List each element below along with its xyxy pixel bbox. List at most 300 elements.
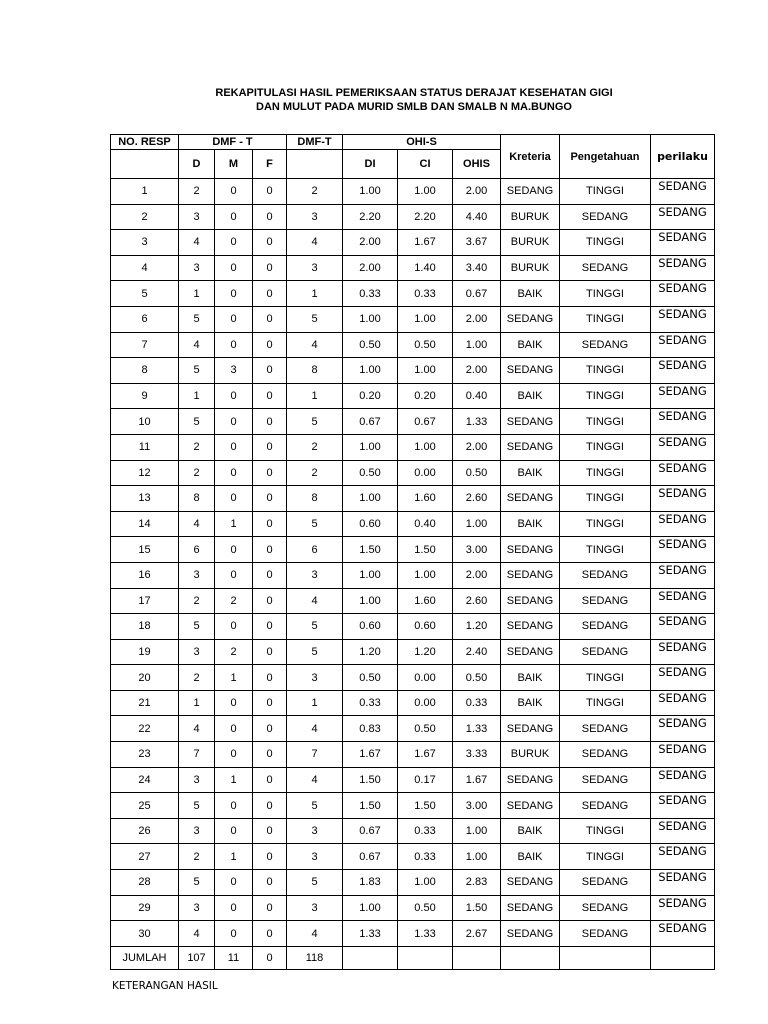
cell-ohis: 1.33 xyxy=(453,716,501,742)
cell-di: 0.20 xyxy=(343,383,398,409)
cell-ci: 0.33 xyxy=(398,844,453,870)
cell-di: 1.00 xyxy=(343,895,398,921)
cell-d: 3 xyxy=(179,767,215,793)
cell-no-resp: 25 xyxy=(111,793,179,819)
cell-m: 0 xyxy=(215,562,253,588)
cell-d: 7 xyxy=(179,742,215,768)
cell-kreteria: SEDANG xyxy=(501,716,560,742)
cell-kreteria: BAIK xyxy=(501,383,560,409)
cell-dmf-t: 3 xyxy=(287,665,343,691)
cell-m: 1 xyxy=(215,511,253,537)
cell-d: 4 xyxy=(179,230,215,256)
cell-di: 1.50 xyxy=(343,537,398,563)
cell-no-resp: 14 xyxy=(111,511,179,537)
cell-f: 0 xyxy=(253,230,287,256)
cell-no-resp: 12 xyxy=(111,460,179,486)
cell-m: 0 xyxy=(215,921,253,947)
cell-pengetahuan: TINGGI xyxy=(560,818,651,844)
table-row xyxy=(111,204,715,230)
cell-perilaku: SEDANG xyxy=(651,690,715,716)
cell-ohis: 3.00 xyxy=(453,537,501,563)
cell-kreteria: BAIK xyxy=(501,460,560,486)
cell-di: 0.67 xyxy=(343,818,398,844)
cell-f: 0 xyxy=(253,818,287,844)
table-row xyxy=(111,537,715,563)
cell-d: 3 xyxy=(179,562,215,588)
cell-no-resp: 29 xyxy=(111,895,179,921)
cell-m: 3 xyxy=(215,358,253,384)
cell-pengetahuan: TINGGI xyxy=(560,383,651,409)
total-pengetahuan xyxy=(560,946,651,969)
cell-pengetahuan: SEDANG xyxy=(560,870,651,896)
cell-dmf-t: 3 xyxy=(287,562,343,588)
cell-pengetahuan: SEDANG xyxy=(560,895,651,921)
cell-m: 0 xyxy=(215,332,253,358)
cell-kreteria: BURUK xyxy=(501,204,560,230)
table-row xyxy=(111,690,715,716)
cell-ohis: 3.67 xyxy=(453,230,501,256)
cell-ohis: 0.50 xyxy=(453,665,501,691)
cell-ohis: 0.50 xyxy=(453,460,501,486)
cell-ohis: 1.00 xyxy=(453,511,501,537)
cell-no-resp: 6 xyxy=(111,306,179,332)
cell-d: 5 xyxy=(179,358,215,384)
cell-ci: 1.67 xyxy=(398,230,453,256)
cell-perilaku: SEDANG xyxy=(651,537,715,563)
cell-dmf-t: 4 xyxy=(287,716,343,742)
cell-di: 1.00 xyxy=(343,306,398,332)
cell-perilaku: SEDANG xyxy=(651,179,715,205)
cell-m: 0 xyxy=(215,255,253,281)
cell-ohis: 2.67 xyxy=(453,921,501,947)
cell-dmf-t: 4 xyxy=(287,767,343,793)
cell-pengetahuan: TINGGI xyxy=(560,230,651,256)
cell-dmf-t: 5 xyxy=(287,870,343,896)
cell-ci: 0.50 xyxy=(398,716,453,742)
cell-pengetahuan: SEDANG xyxy=(560,588,651,614)
document-title xyxy=(0,86,768,114)
cell-m: 0 xyxy=(215,537,253,563)
cell-f: 0 xyxy=(253,588,287,614)
cell-pengetahuan: TINGGI xyxy=(560,409,651,435)
cell-ohis: 3.00 xyxy=(453,793,501,819)
cell-dmf-t: 3 xyxy=(287,895,343,921)
cell-m: 0 xyxy=(215,383,253,409)
cell-ohis: 0.33 xyxy=(453,690,501,716)
cell-no-resp: 30 xyxy=(111,921,179,947)
total-row xyxy=(111,946,715,969)
cell-m: 0 xyxy=(215,204,253,230)
cell-ci: 1.20 xyxy=(398,639,453,665)
cell-pengetahuan: TINGGI xyxy=(560,358,651,384)
table-row xyxy=(111,409,715,435)
cell-dmf-t: 2 xyxy=(287,434,343,460)
cell-ci: 1.00 xyxy=(398,306,453,332)
cell-m: 2 xyxy=(215,639,253,665)
cell-kreteria: BAIK xyxy=(501,818,560,844)
cell-no-resp: 17 xyxy=(111,588,179,614)
cell-pengetahuan: TINGGI xyxy=(560,434,651,460)
cell-no-resp: 23 xyxy=(111,742,179,768)
cell-ohis: 0.67 xyxy=(453,281,501,307)
cell-dmf-t: 3 xyxy=(287,204,343,230)
cell-m: 0 xyxy=(215,486,253,512)
cell-f: 0 xyxy=(253,793,287,819)
cell-f: 0 xyxy=(253,383,287,409)
cell-no-resp: 20 xyxy=(111,665,179,691)
cell-perilaku: SEDANG xyxy=(651,793,715,819)
cell-no-resp: 1 xyxy=(111,179,179,205)
cell-pengetahuan: TINGGI xyxy=(560,179,651,205)
cell-di: 1.00 xyxy=(343,358,398,384)
cell-perilaku: SEDANG xyxy=(651,818,715,844)
cell-dmf-t: 1 xyxy=(287,281,343,307)
cell-pengetahuan: SEDANG xyxy=(560,332,651,358)
header-perilaku: perilaku xyxy=(651,135,715,179)
cell-kreteria: BAIK xyxy=(501,332,560,358)
cell-dmf-t: 5 xyxy=(287,306,343,332)
header-dmf-t-group: DMF - T xyxy=(179,135,287,150)
cell-di: 1.83 xyxy=(343,870,398,896)
cell-m: 0 xyxy=(215,690,253,716)
cell-ci: 1.60 xyxy=(398,588,453,614)
table-row xyxy=(111,281,715,307)
cell-f: 0 xyxy=(253,665,287,691)
cell-pengetahuan: SEDANG xyxy=(560,562,651,588)
cell-no-resp: 13 xyxy=(111,486,179,512)
cell-f: 0 xyxy=(253,921,287,947)
cell-perilaku: SEDANG xyxy=(651,255,715,281)
cell-m: 0 xyxy=(215,742,253,768)
cell-ci: 1.00 xyxy=(398,434,453,460)
cell-perilaku: SEDANG xyxy=(651,383,715,409)
header-ci: CI xyxy=(398,150,453,179)
cell-ci: 1.00 xyxy=(398,562,453,588)
cell-d: 2 xyxy=(179,588,215,614)
cell-di: 1.20 xyxy=(343,639,398,665)
cell-kreteria: SEDANG xyxy=(501,306,560,332)
cell-perilaku: SEDANG xyxy=(651,716,715,742)
cell-f: 0 xyxy=(253,434,287,460)
table-row xyxy=(111,179,715,205)
table-row xyxy=(111,716,715,742)
cell-di: 1.00 xyxy=(343,434,398,460)
cell-f: 0 xyxy=(253,255,287,281)
cell-m: 1 xyxy=(215,844,253,870)
cell-ohis: 1.00 xyxy=(453,818,501,844)
cell-kreteria: BAIK xyxy=(501,511,560,537)
table-row xyxy=(111,562,715,588)
cell-di: 2.20 xyxy=(343,204,398,230)
total-f: 0 xyxy=(253,946,287,969)
cell-perilaku: SEDANG xyxy=(651,281,715,307)
cell-perilaku: SEDANG xyxy=(651,434,715,460)
table-row xyxy=(111,665,715,691)
table-row xyxy=(111,870,715,896)
cell-di: 1.67 xyxy=(343,742,398,768)
cell-di: 1.33 xyxy=(343,921,398,947)
cell-d: 2 xyxy=(179,844,215,870)
cell-ci: 0.00 xyxy=(398,665,453,691)
cell-dmf-t: 4 xyxy=(287,921,343,947)
cell-ci: 0.67 xyxy=(398,409,453,435)
cell-f: 0 xyxy=(253,844,287,870)
cell-m: 0 xyxy=(215,230,253,256)
cell-d: 4 xyxy=(179,716,215,742)
cell-di: 0.60 xyxy=(343,614,398,640)
cell-pengetahuan: TINGGI xyxy=(560,537,651,563)
cell-di: 1.50 xyxy=(343,793,398,819)
cell-m: 0 xyxy=(215,460,253,486)
cell-kreteria: SEDANG xyxy=(501,639,560,665)
cell-kreteria: BURUK xyxy=(501,742,560,768)
cell-ohis: 1.20 xyxy=(453,614,501,640)
header-ohis: OHIS xyxy=(453,150,501,179)
cell-d: 1 xyxy=(179,281,215,307)
cell-m: 0 xyxy=(215,818,253,844)
cell-no-resp: 4 xyxy=(111,255,179,281)
cell-d: 4 xyxy=(179,511,215,537)
header-ohi-s: OHI-S xyxy=(343,135,501,150)
total-kreteria xyxy=(501,946,560,969)
cell-d: 5 xyxy=(179,614,215,640)
cell-m: 0 xyxy=(215,179,253,205)
cell-no-resp: 5 xyxy=(111,281,179,307)
cell-di: 0.83 xyxy=(343,716,398,742)
cell-ohis: 2.83 xyxy=(453,870,501,896)
cell-d: 4 xyxy=(179,332,215,358)
title-line-1: REKAPITULASI HASIL PEMERIKSAAN STATUS DERAJAT KESEHATAN GIGI xyxy=(215,87,613,99)
cell-pengetahuan: TINGGI xyxy=(560,844,651,870)
cell-pengetahuan: SEDANG xyxy=(560,742,651,768)
table-header xyxy=(111,135,715,179)
cell-f: 0 xyxy=(253,511,287,537)
table-row xyxy=(111,818,715,844)
cell-no-resp: 18 xyxy=(111,614,179,640)
cell-no-resp: 19 xyxy=(111,639,179,665)
total-no-resp: JUMLAH xyxy=(111,946,179,969)
cell-kreteria: BAIK xyxy=(501,690,560,716)
cell-pengetahuan: SEDANG xyxy=(560,793,651,819)
cell-kreteria: SEDANG xyxy=(501,409,560,435)
title-line-2: DAN MULUT PADA MURID SMLB DAN SMALB N MA.BUNGO xyxy=(256,101,572,113)
cell-perilaku: SEDANG xyxy=(651,230,715,256)
table-row xyxy=(111,332,715,358)
cell-ci: 1.33 xyxy=(398,921,453,947)
cell-d: 3 xyxy=(179,895,215,921)
cell-d: 2 xyxy=(179,179,215,205)
cell-di: 0.50 xyxy=(343,665,398,691)
table-row xyxy=(111,844,715,870)
cell-ci: 0.33 xyxy=(398,818,453,844)
cell-f: 0 xyxy=(253,690,287,716)
cell-perilaku: SEDANG xyxy=(651,358,715,384)
cell-d: 6 xyxy=(179,537,215,563)
table-body xyxy=(111,179,715,970)
cell-no-resp: 15 xyxy=(111,537,179,563)
header-no-resp-spacer xyxy=(111,150,179,179)
cell-perilaku: SEDANG xyxy=(651,844,715,870)
cell-m: 0 xyxy=(215,409,253,435)
cell-dmf-t: 5 xyxy=(287,511,343,537)
cell-pengetahuan: SEDANG xyxy=(560,639,651,665)
cell-ohis: 0.40 xyxy=(453,383,501,409)
cell-f: 0 xyxy=(253,639,287,665)
cell-perilaku: SEDANG xyxy=(651,511,715,537)
cell-perilaku: SEDANG xyxy=(651,306,715,332)
table-row xyxy=(111,614,715,640)
table-row xyxy=(111,767,715,793)
cell-perilaku: SEDANG xyxy=(651,588,715,614)
cell-d: 5 xyxy=(179,870,215,896)
cell-pengetahuan: SEDANG xyxy=(560,204,651,230)
cell-f: 0 xyxy=(253,562,287,588)
table-row xyxy=(111,306,715,332)
table-row xyxy=(111,434,715,460)
table-row xyxy=(111,486,715,512)
cell-di: 0.67 xyxy=(343,409,398,435)
cell-di: 0.60 xyxy=(343,511,398,537)
table-row xyxy=(111,255,715,281)
cell-ohis: 4.40 xyxy=(453,204,501,230)
cell-no-resp: 27 xyxy=(111,844,179,870)
cell-d: 2 xyxy=(179,665,215,691)
header-no-resp: NO. RESP xyxy=(111,135,179,150)
cell-dmf-t: 1 xyxy=(287,383,343,409)
footer-note: KETERANGAN HASIL xyxy=(112,980,218,992)
cell-m: 0 xyxy=(215,614,253,640)
cell-kreteria: SEDANG xyxy=(501,434,560,460)
cell-m: 2 xyxy=(215,588,253,614)
cell-kreteria: BAIK xyxy=(501,281,560,307)
cell-ohis: 1.33 xyxy=(453,409,501,435)
cell-no-resp: 26 xyxy=(111,818,179,844)
cell-d: 1 xyxy=(179,690,215,716)
cell-ci: 1.50 xyxy=(398,793,453,819)
cell-ohis: 2.60 xyxy=(453,486,501,512)
header-dmf-t-spacer xyxy=(287,150,343,179)
cell-f: 0 xyxy=(253,870,287,896)
cell-m: 0 xyxy=(215,281,253,307)
total-ci xyxy=(398,946,453,969)
cell-ohis: 3.33 xyxy=(453,742,501,768)
cell-no-resp: 21 xyxy=(111,690,179,716)
cell-kreteria: SEDANG xyxy=(501,921,560,947)
header-kreteria: Kreteria xyxy=(501,135,560,179)
cell-ci: 0.17 xyxy=(398,767,453,793)
cell-perilaku: SEDANG xyxy=(651,562,715,588)
cell-f: 0 xyxy=(253,614,287,640)
cell-ci: 1.40 xyxy=(398,255,453,281)
cell-dmf-t: 5 xyxy=(287,793,343,819)
cell-di: 0.33 xyxy=(343,281,398,307)
cell-m: 0 xyxy=(215,870,253,896)
cell-perilaku: SEDANG xyxy=(651,895,715,921)
cell-no-resp: 9 xyxy=(111,383,179,409)
header-dmf-t: DMF-T xyxy=(287,135,343,150)
total-perilaku xyxy=(651,946,715,969)
total-ohis xyxy=(453,946,501,969)
table-row xyxy=(111,639,715,665)
cell-ohis: 1.00 xyxy=(453,332,501,358)
cell-f: 0 xyxy=(253,306,287,332)
cell-d: 1 xyxy=(179,383,215,409)
cell-ci: 0.40 xyxy=(398,511,453,537)
table-row xyxy=(111,383,715,409)
cell-dmf-t: 3 xyxy=(287,255,343,281)
cell-dmf-t: 2 xyxy=(287,179,343,205)
cell-f: 0 xyxy=(253,537,287,563)
cell-f: 0 xyxy=(253,767,287,793)
cell-ohis: 2.00 xyxy=(453,562,501,588)
cell-ci: 0.50 xyxy=(398,332,453,358)
cell-d: 5 xyxy=(179,409,215,435)
cell-dmf-t: 4 xyxy=(287,332,343,358)
cell-perilaku: SEDANG xyxy=(651,204,715,230)
cell-perilaku: SEDANG xyxy=(651,486,715,512)
cell-ohis: 2.00 xyxy=(453,179,501,205)
cell-dmf-t: 6 xyxy=(287,537,343,563)
cell-f: 0 xyxy=(253,742,287,768)
cell-kreteria: SEDANG xyxy=(501,870,560,896)
table-row xyxy=(111,895,715,921)
cell-perilaku: SEDANG xyxy=(651,460,715,486)
cell-d: 3 xyxy=(179,204,215,230)
cell-kreteria: BAIK xyxy=(501,844,560,870)
cell-f: 0 xyxy=(253,332,287,358)
cell-perilaku: SEDANG xyxy=(651,639,715,665)
cell-perilaku: SEDANG xyxy=(651,332,715,358)
cell-perilaku: SEDANG xyxy=(651,665,715,691)
table-row xyxy=(111,793,715,819)
cell-dmf-t: 3 xyxy=(287,818,343,844)
cell-ohis: 2.00 xyxy=(453,358,501,384)
header-f: F xyxy=(253,150,287,179)
cell-kreteria: SEDANG xyxy=(501,793,560,819)
table-row xyxy=(111,742,715,768)
total-d: 107 xyxy=(179,946,215,969)
cell-f: 0 xyxy=(253,179,287,205)
cell-di: 1.50 xyxy=(343,767,398,793)
cell-kreteria: SEDANG xyxy=(501,537,560,563)
cell-pengetahuan: TINGGI xyxy=(560,486,651,512)
cell-dmf-t: 7 xyxy=(287,742,343,768)
cell-ci: 1.60 xyxy=(398,486,453,512)
cell-ohis: 2.40 xyxy=(453,639,501,665)
cell-no-resp: 8 xyxy=(111,358,179,384)
cell-no-resp: 22 xyxy=(111,716,179,742)
cell-dmf-t: 8 xyxy=(287,486,343,512)
cell-kreteria: SEDANG xyxy=(501,486,560,512)
cell-dmf-t: 4 xyxy=(287,588,343,614)
cell-kreteria: SEDANG xyxy=(501,895,560,921)
cell-dmf-t: 2 xyxy=(287,460,343,486)
cell-dmf-t: 5 xyxy=(287,639,343,665)
cell-kreteria: SEDANG xyxy=(501,358,560,384)
cell-f: 0 xyxy=(253,281,287,307)
cell-kreteria: BURUK xyxy=(501,230,560,256)
cell-ohis: 1.00 xyxy=(453,844,501,870)
cell-m: 0 xyxy=(215,716,253,742)
cell-f: 0 xyxy=(253,204,287,230)
cell-d: 3 xyxy=(179,255,215,281)
cell-no-resp: 11 xyxy=(111,434,179,460)
cell-m: 1 xyxy=(215,665,253,691)
cell-ci: 1.00 xyxy=(398,358,453,384)
cell-dmf-t: 1 xyxy=(287,690,343,716)
cell-pengetahuan: SEDANG xyxy=(560,767,651,793)
table-row xyxy=(111,230,715,256)
